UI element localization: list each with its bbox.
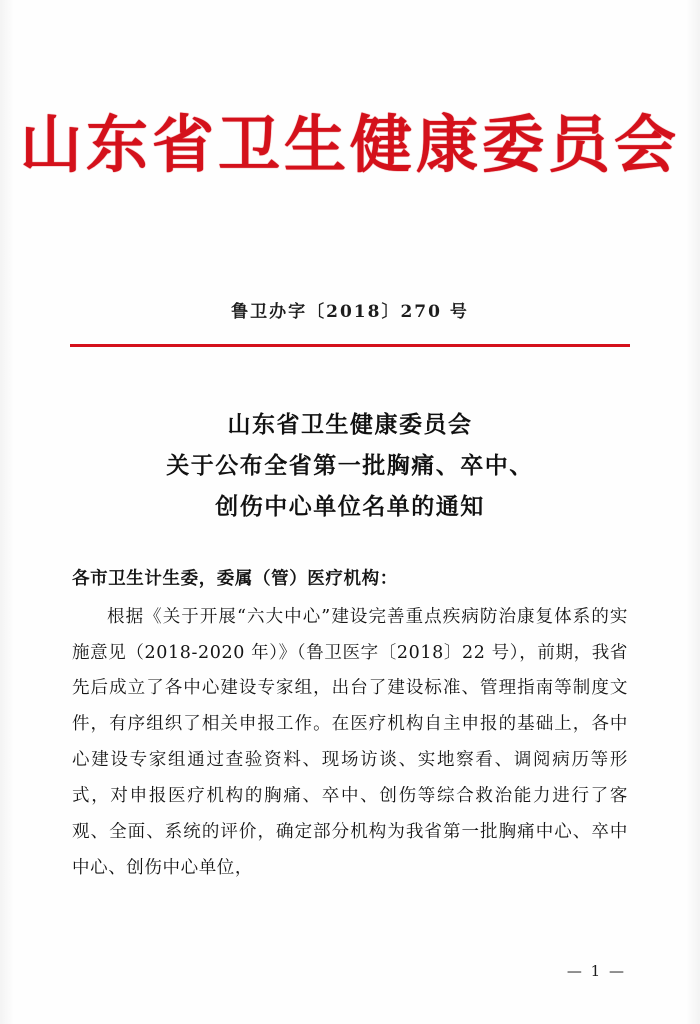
masthead [0,0,700,179]
salutation: 各市卫生计生委，委属（管）医疗机构： [72,568,398,589]
document-title-line-3: 创伤中心单位名单的通知 [215,492,485,520]
page-number: — 1 — [566,962,626,980]
document-number-row [0,297,700,322]
document-body [72,562,628,887]
document-title-line-1: 山东省卫生健康委员会 [227,410,473,438]
issuing-authority-title: 山东省卫生健康委员会 [19,108,680,181]
document-number: 鲁卫办字〔2018〕270 号 [231,301,469,322]
body-paragraph-1: 根据《关于开展“六大中心”建设完善重点疾病防治康复体系的实施意见（2018-2020 年）》（鲁卫医字〔2018〕22 号），前期，我省先后成立了各中心建设专家组，出台了建设标准、管理指南等制度文件，有序组织了相关申报工作。在医疗机构自主申报的基础上，各中心建设专家组通过查验资料、现场访谈、实地察看、调阅病历等形式，对申报医疗机构的胸痛、卒中、创伤等综合救治能力进行了客观、全面、系统的评价，确定部分机构为我省第一批胸痛中心、卒中中心、创伤中心单位， [72,606,628,878]
red-separator-rule [70,344,630,347]
document-title-line-2: 关于公布全省第一批胸痛、卒中、 [166,451,534,479]
document-title [0,405,700,528]
